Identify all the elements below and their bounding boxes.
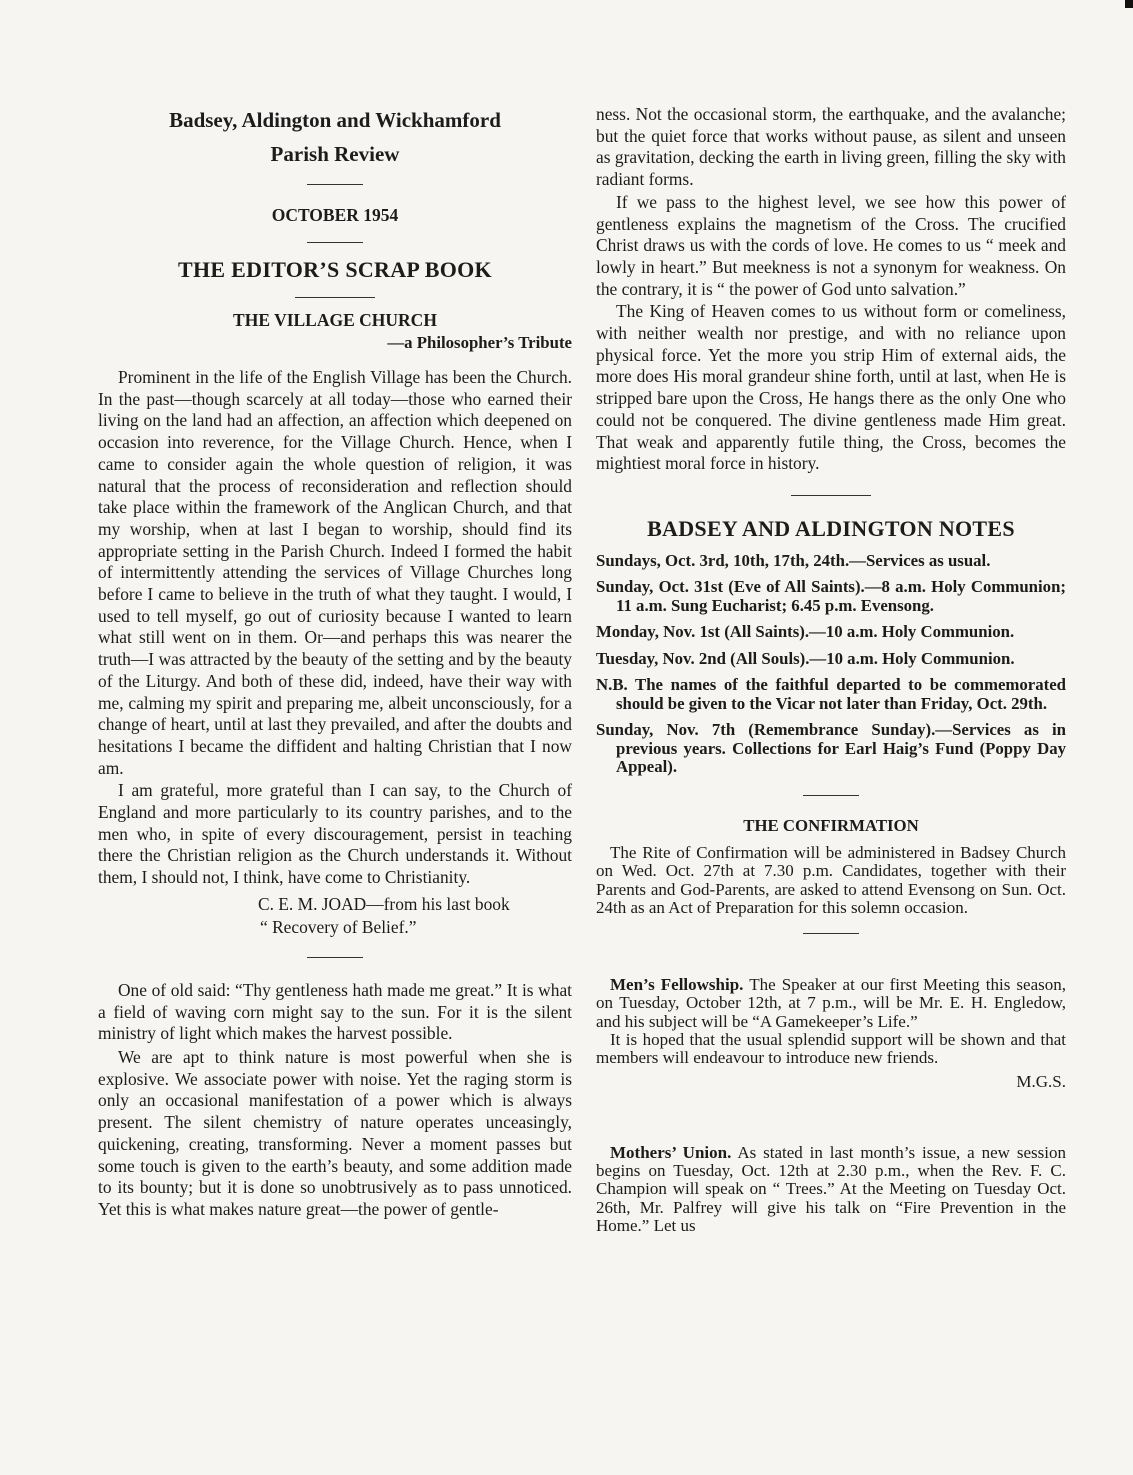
issue-date: OCTOBER 1954 [271, 205, 399, 225]
article-paragraph: If we pass to the highest level, we see how this power of gentleness explains the magnetism of the Cross. The crucified Christ draws us with the cords of love. He comes to us “ meek and lowly in heart.” But meekness is not a synonym for weakness. On the contrary, it is “ the power of God unto salvation.” [596, 191, 1066, 299]
corner-mark [1125, 0, 1133, 8]
masthead-line2: Parish Review [270, 142, 400, 166]
divider [307, 957, 363, 958]
article-subtitle: —a Philosopher’s Tribute [387, 333, 572, 352]
note-item: Sundays, Oct. 3rd, 10th, 17th, 24th.—Services as usual. [596, 550, 991, 570]
article-paragraph: One of old said: “Thy gentleness hath made me great.” It is what a field of waving corn might say to the sun. For it is the silent ministry of light which makes the harvest possible. [98, 979, 572, 1044]
article-paragraph: I am grateful, more grateful than I can say, to the Church of England and more particularly to its country parishes, and to the men who, in spite of every discouragement, persist in teaching there the Christian religion as the Church understands it. Without them, I should not, I think, have come to Christianity. [98, 780, 572, 888]
masthead-line1: Badsey, Aldington and Wickhamford [169, 108, 501, 132]
divider [307, 242, 363, 243]
divider [803, 795, 859, 796]
citation [98, 893, 572, 939]
confirmation-title: THE CONFIRMATION [743, 815, 919, 835]
confirmation-text: The Rite of Confirmation will be administered in Badsey Church on Wed. Oct. 27th at 7.30 p.m. Candidates, together with their Parents and God-Parents, are asked to attend Evensong on Sun. Oct. 24th as an Act of Preparation for this solemn occasion. [596, 842, 1066, 917]
citation-author: C. E. M. JOAD—from his last book [258, 893, 510, 914]
divider [791, 495, 871, 496]
scrapbook-title: THE EDITOR’S SCRAP BOOK [178, 257, 492, 282]
mothers-union-paragraph [596, 1144, 1066, 1235]
article-paragraph: Prominent in the life of the English Village has been the Church. In the past—though scarcely at all today—those who earned their living on the land had an affection, an affection which deepened on occasion into reverence, for the Village Church. Hence, when I came to consider again the whole question of religion, it was natural that the process of reconsideration and reflection should take place within the framework of the Anglican Church, and that my worship, when at last I began to worship, should find its appropriate setting in the Parish Church. Indeed I formed the habit of intermittently attending the services of Village Churches long before I came to believe in the truth of what they taught. I would, I used to tell myself, go out of curiosity because I wanted to learn what still went on in them. Or—and perhaps this was nearer the truth—I was attracted by the beauty of the setting and by the beauty of the Liturgy. And both of these did, indeed, have their way with me, calming my spirit and preparing me, albeit unconsciously, for a change of heart, until at last they prevailed, and after the doubts and hesitations I became the diffident and halting Christian that I now am. [98, 367, 572, 778]
notes-title: BADSEY AND ALDINGTON NOTES [647, 515, 1015, 541]
divider [295, 297, 375, 298]
divider [307, 184, 363, 185]
article-paragraph: ness. Not the occasional storm, the earthquake, and the avalanche; but the quiet force that works without pause, as silent and unseen as gravitation, decking the earth in living green, filling the sky with radiant forms. [596, 104, 1066, 190]
notes-list [596, 552, 1066, 777]
left-column [98, 104, 572, 1221]
article-paragraph: The King of Heaven comes to us without form or comeliness, with neither wealth nor prestige, and with no reliance upon physical force. Yet the more you strip Him of external aids, the more does His moral grandeur shine forth, until at last, when He is stripped bare upon the Cross, He hangs there as the only One who could not be conquered. The divine gentleness made Him great. That weak and apparently futile thing, the Cross, becomes the mightiest moral force in history. [596, 301, 1066, 474]
citation-book: “ Recovery of Belief.” [260, 916, 417, 937]
note-item: Monday, Nov. 1st (All Saints).—10 a.m. Holy Communion. [596, 622, 1015, 642]
fellowship-signature: M.G.S. [1016, 1071, 1066, 1091]
fellowship-text: The Speaker at our first Meeting this season, on Tuesday, October 12th, at 7 p.m., will be Mr. E. H. Engledow, and his subject will be “A Gamekeeper’s Life.” [596, 975, 1066, 1031]
mothers-union-lead: Mothers’ Union. [610, 1142, 732, 1162]
fellowship-paragraph-2: It is hoped that the usual splendid support will be shown and that members will endeavour to introduce new friends. [596, 1030, 1066, 1068]
mothers-union-text: As stated in last month’s issue, a new session begins on Tuesday, Oct. 12th at 2.30 p.m., when the Rev. F. C. Champion will speak on “ Trees.” At the Meeting on Tuesday Oct. 26th, Mr. Palfrey will give his talk on “Fire Prevention in the Home.” Let us [596, 1142, 1066, 1235]
note-item: Tuesday, Nov. 2nd (All Souls).—10 a.m. Holy Communion. [596, 648, 1015, 668]
note-item: Sunday, Oct. 31st (Eve of All Saints).—8 a.m. Holy Communion; 11 a.m. Sung Eucharist; 6.45 p.m. Evensong. [596, 577, 1066, 615]
divider [803, 933, 859, 934]
article-paragraph: We are apt to think nature is most powerful when she is explosive. We associate power with noise. Yet the raging storm is only an occasional manifestation of a power which is always present. The silent chemistry of nature operates unceasingly, quickening, creating, transforming. Never a moment passes but some touch is given to the earth’s beauty, and some addition made to its bounty; but it is done so unobtrusively as to pass unnoticed. Yet this is what makes nature great—the power of gentle- [98, 1046, 572, 1219]
right-column [596, 104, 1066, 1235]
note-item: Sunday, Nov. 7th (Remembrance Sunday).—Services as in previous years. Collections for Earl Haig’s Fund (Poppy Day Appeal). [596, 720, 1066, 777]
article-title: THE VILLAGE CHURCH [233, 310, 437, 330]
note-item: N.B. The names of the faithful departed to be commemorated should be given to the Vicar not later than Friday, Oct. 29th. [596, 675, 1066, 713]
fellowship-paragraph [596, 976, 1066, 1031]
fellowship-lead: Men’s Fellowship. [610, 975, 744, 995]
